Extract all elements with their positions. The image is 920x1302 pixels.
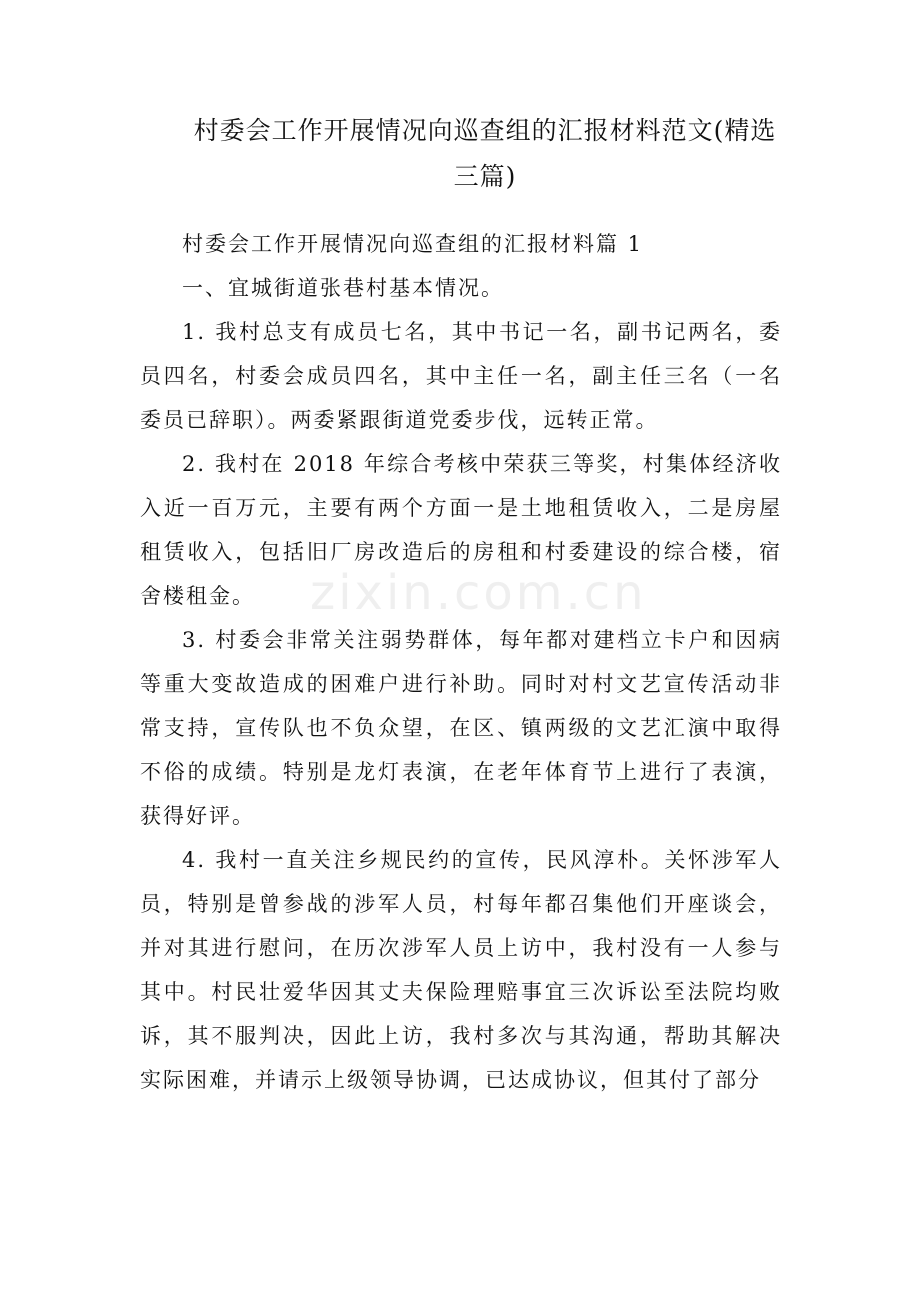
watermark: zixin.com.cn <box>310 565 647 621</box>
paragraph-4: 4. 我村一直关注乡规民约的宣传，民风淳朴。关怀涉军人员，特别是曾参战的涉军人员，村每年都召集他们开座谈会，并对其进行慰问，在历次涉军人员上访中，我村没有一人参与其中。村民壮爱华因其丈夫保险理赔事宜三次诉讼至法院均败诉，其不服判决，因此上访，我村多次与其沟通，帮助其解决实际困难，并请示上级领导协调，已达成协议，但其付了部分 <box>140 848 782 1092</box>
section-subtitle: 村委会工作开展情况向巡查组的汇报材料篇 1 <box>182 232 644 256</box>
paragraph-3: 3. 村委会非常关注弱势群体，每年都对建档立卡户和因病等重大变故造成的困难户进行补助。同时对村文艺宣传活动非常支持，宣传队也不负众望，在区、镇两级的文艺汇演中取得不俗的成绩。特别是龙灯表演，在老年体育节上进行了表演，获得好评。 <box>140 628 782 828</box>
paragraph-2: 2. 我村在 2018 年综合考核中荣获三等奖，村集体经济收入近一百万元，主要有两个方面一是土地租赁收入，二是房屋租赁收入，包括旧厂房改造后的房租和村委建设的综合楼，宿舍楼租金。 <box>140 452 782 608</box>
section-heading: 一、宜城街道张巷村基本情况。 <box>182 276 504 300</box>
paragraph-1: 1. 我村总支有成员七名，其中书记一名，副书记两名，委员四名，村委会成员四名，其中主任一名，副主任三名（一名委员已辞职）。两委紧跟街道党委步伐，远转正常。 <box>140 320 782 432</box>
document-title: 村委会工作开展情况向巡查组的汇报材料范文(精选三篇) <box>193 116 777 191</box>
document-body <box>140 222 782 1102</box>
